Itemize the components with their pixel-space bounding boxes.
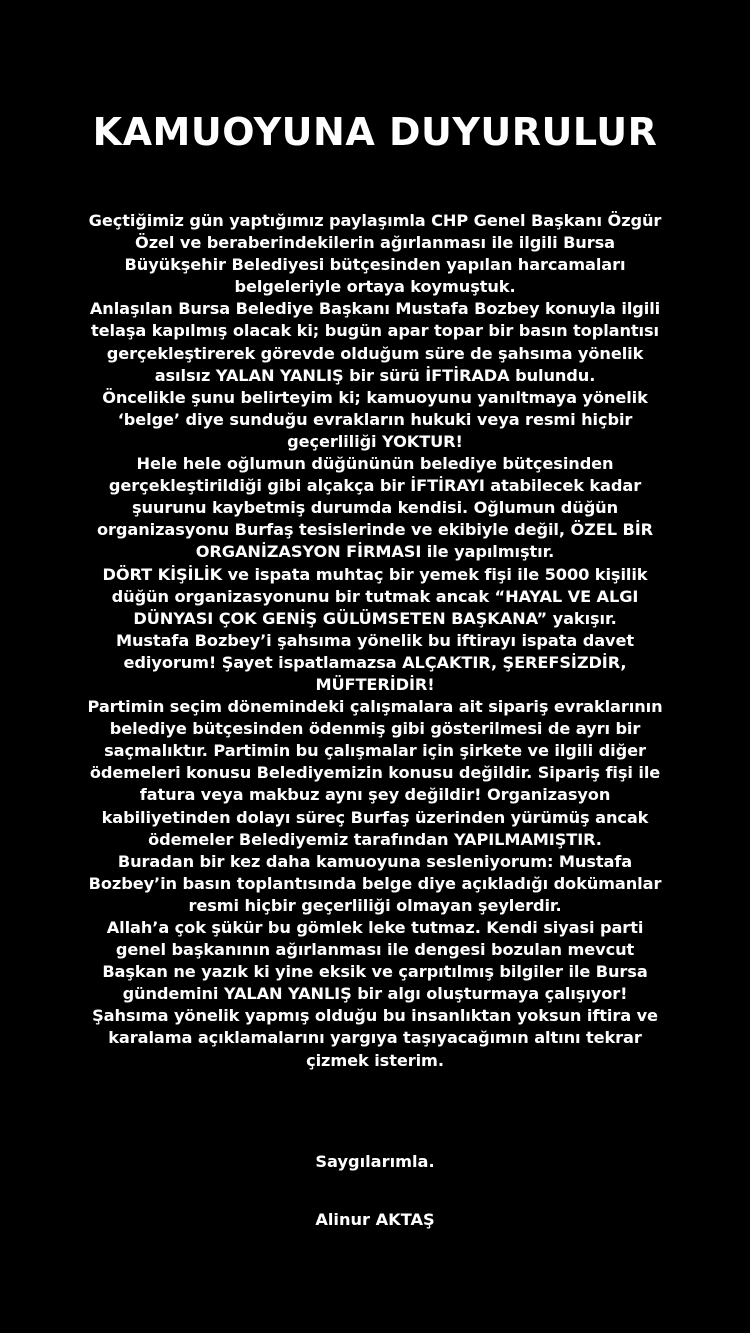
- statement-line: DÖRT KİŞİLİK ve ispata muhtaç bir yemek fişi ile 5000 kişilik: [102, 564, 648, 584]
- statement-line: ödemeler Belediyemiz tarafından YAPILMAMIŞTIR.: [148, 829, 602, 849]
- statement-line: ediyorum! Şayet ispatlamazsa ALÇAKTIR, ŞEREFSİZDİR,: [123, 652, 627, 672]
- statement-line: belediye bütçesinden ödenmiş gibi gösterilmesi de ayrı bir: [109, 719, 641, 739]
- statement-line: Allah’a çok şükür bu gömlek leke tutmaz. Kendi siyasi parti: [106, 918, 644, 937]
- statement-line: geçerliliği YOKTUR!: [287, 431, 463, 451]
- statement-line: çizmek isterim.: [306, 1050, 444, 1070]
- statement-line: MÜFTERİDİR!: [315, 674, 435, 694]
- statement-line: asılsız YALAN YANLIŞ bir sürü İFTİRADA bulundu.: [154, 365, 596, 385]
- statement-line: Başkan ne yazık ki yine eksik ve çarpıtılmış bilgiler ile Bursa: [102, 962, 648, 982]
- statement-line: telaşa kapılmış olacak ki; bugün apar topar bir basın toplantısı: [91, 321, 659, 341]
- statement-line: gerçekleştirerek görevde olduğum süre de şahsıma yönelik: [106, 343, 644, 363]
- statement-line: ORGANİZASYON FİRMASI ile yapılmıştır.: [195, 542, 555, 562]
- signature-name: Alinur AKTAŞ: [315, 1210, 435, 1229]
- statement-line: Öncelikle şunu belirteyim ki; kamuoyunu yanıltmaya yönelik: [102, 387, 648, 407]
- statement-line: belgeleriyle ortaya koymuştuk.: [234, 277, 516, 297]
- statement-line: kabiliyetinden dolayı süreç Burfaş üzerinden yürümüş ancak: [101, 807, 649, 827]
- statement-line: Buradan bir kez daha kamuoyuna sesleniyorum: Mustafa: [117, 851, 633, 871]
- statement-line: Mustafa Bozbey’i şahsıma yönelik bu iftirayı ispata davet: [115, 630, 635, 650]
- page-title: KAMUOYUNA DUYURULUR: [92, 110, 658, 154]
- statement-line: resmi hiçbir geçerliliği olmayan şeylerdir.: [188, 895, 562, 915]
- statement-line: Anlaşılan Bursa Belediye Başkanı Mustafa Bozbey konuyla ilgili: [89, 299, 661, 319]
- statement-line: şuurunu kaybetmiş durumda kendisi. Oğlumun düğün: [131, 498, 619, 518]
- statement-line: genel başkanının ağırlanması ile dengesi bozulan mevcut: [115, 940, 635, 960]
- statement-line: Bozbey’in basın toplantısında belge diye açıkladığı dokümanlar: [88, 873, 662, 893]
- statement-line: ‘belge’ diye sunduğu evrakların hukuki veya resmi hiçbir: [117, 409, 633, 429]
- statement-line: Partimin seçim dönemindeki çalışmalara ait sipariş evraklarının: [87, 697, 663, 717]
- statement-body: [30, 210, 720, 1072]
- statement-line: Şahsıma yönelik yapmış olduğu bu insanlıktan yoksun iftira ve: [92, 1006, 658, 1026]
- statement-line: saçmalıktır. Partimin bu çalışmalar için şirkete ve ilgili diğer: [104, 741, 646, 761]
- statement-line: DÜNYASI ÇOK GENİŞ GÜLÜMSETEN BAŞKANA” yakışır.: [133, 608, 617, 628]
- statement-line: Hele hele oğlumun düğününün belediye bütçesinden: [136, 454, 614, 474]
- statement-line: karalama açıklamalarını yargıya taşıyacağımın altını tekrar: [108, 1028, 642, 1048]
- statement-line: gerçekleştirildiği gibi alçakça bir İFTİRAYI atabilecek kadar: [108, 476, 642, 496]
- statement-line: gündemini YALAN YANLIŞ bir algı oluşturmaya çalışıyor!: [122, 984, 628, 1004]
- statement-line: Geçtiğimiz gün yaptığımız paylaşımla CHP Genel Başkanı Özgür: [88, 211, 662, 230]
- statement-line: Büyükşehir Belediyesi bütçesinden yapılan harcamaları: [124, 255, 626, 275]
- statement-line: fatura veya makbuz aynı şey değildir! Organizasyon: [139, 785, 611, 805]
- statement-line: organizasyonu Burfaş tesislerinde ve ekibiyle değil, ÖZEL BİR: [96, 520, 653, 540]
- statement-line: düğün organizasyonunu bir tutmak ancak “HAYAL VE ALGI: [111, 586, 639, 606]
- closing-salutation: Saygılarımla.: [315, 1152, 435, 1171]
- statement-line: ödemeleri konusu Belediyemizin konusu değildir. Sipariş fişi ile: [89, 763, 661, 783]
- statement-line: Özel ve beraberindekilerin ağırlanması ile ilgili Bursa: [135, 233, 615, 253]
